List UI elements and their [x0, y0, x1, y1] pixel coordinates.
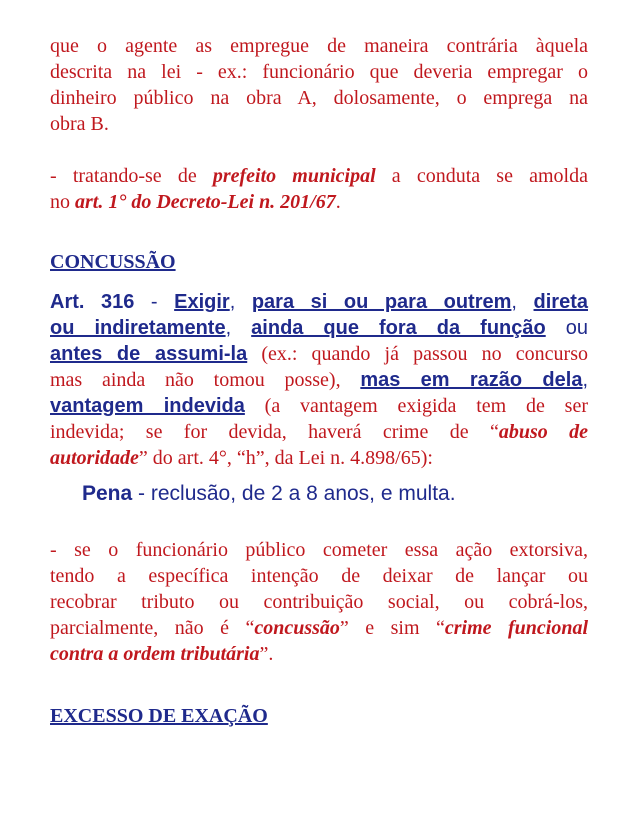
- para2-text: .: [335, 191, 341, 213]
- para2-emphasis: prefeito municipal: [212, 165, 376, 187]
- para3-line2: tendo a específica intenção de deixar de lançar ou: [50, 565, 588, 587]
- art-text: -: [134, 291, 175, 313]
- para3-text: parcialmente, não é “: [50, 617, 255, 639]
- para3-line4: [50, 616, 588, 640]
- art316-line5: [50, 394, 588, 418]
- art-commentary-emphasis: autoridade: [50, 447, 139, 469]
- art-commentary-emphasis: abuso de: [498, 421, 588, 443]
- art-commentary: (a vantagem exigida tem de ser: [244, 395, 588, 417]
- art316-line2: [50, 316, 588, 340]
- para1-line3: dinheiro público na obra A, dolosamente, o emprega na: [50, 87, 588, 109]
- art-text: ,: [582, 369, 589, 391]
- art-commentary: mas ainda não tomou posse),: [50, 369, 361, 391]
- art-keyword: Exigir: [174, 291, 230, 313]
- section-heading-concussao: CONCUSSÃO: [50, 251, 176, 273]
- para1-line2: descrita na lei - ex.: funcionário que deveria empregar o: [50, 61, 588, 83]
- art-text: ou: [545, 317, 588, 339]
- para2-text: - tratando-se de: [50, 165, 213, 187]
- para1-line1: que o agente as empregue de maneira contrária àquela: [50, 35, 588, 57]
- para2-line1: [50, 164, 588, 188]
- art-text: ,: [511, 291, 534, 313]
- para3-text: ” e sim “: [339, 617, 445, 639]
- art316-line6: [50, 420, 588, 444]
- para2-text: a conduta se amolda: [375, 165, 588, 187]
- art-text: ,: [229, 291, 252, 313]
- section-heading-excesso-de-exacao: EXCESSO DE EXAÇÃO: [50, 705, 268, 727]
- art316-line3: [50, 342, 588, 366]
- art-keyword: ainda que fora da função: [251, 317, 546, 339]
- para3-emphasis: concussão: [254, 617, 340, 639]
- para3-line1: - se o funcionário público cometer essa ação extorsiva,: [50, 539, 588, 561]
- para3-emphasis: crime funcional: [444, 617, 589, 639]
- para1-line4: obra B.: [50, 113, 109, 135]
- para3-text: ”.: [259, 643, 274, 665]
- art-keyword: ou indiretamente: [50, 317, 226, 339]
- art316-line1: [50, 290, 588, 314]
- para3-line3: recobrar tributo ou contribuição social, ou cobrá-los,: [50, 591, 588, 613]
- art-keyword: antes de assumi-la: [50, 343, 248, 365]
- art-text: ,: [225, 317, 252, 339]
- para3-line5: [50, 642, 588, 666]
- penalty-text: - reclusão, de 2 a 8 anos, e multa.: [132, 482, 456, 505]
- art-keyword: mas em razão dela: [360, 369, 583, 391]
- art-keyword: direta: [533, 291, 588, 313]
- para3-emphasis: contra a ordem tributária: [50, 643, 260, 665]
- art-commentary: indevida; se for devida, haverá crime de “: [50, 421, 499, 443]
- penalty-line: [82, 482, 588, 506]
- para2-text: no: [50, 191, 75, 213]
- art-keyword: para si ou para outrem: [251, 291, 512, 313]
- art-commentary: (ex.: quando já passou no concurso: [247, 343, 589, 365]
- para2-emphasis: art. 1° do Decreto-Lei n. 201/67: [75, 191, 336, 213]
- art316-line7: [50, 446, 588, 470]
- penalty-label: Pena: [82, 482, 133, 505]
- article-number: Art. 316: [50, 291, 135, 313]
- art316-line4: [50, 368, 588, 392]
- art-commentary: ” do art. 4°, “h”, da Lei n. 4.898/65):: [138, 447, 433, 469]
- art-keyword: vantagem indevida: [50, 395, 245, 417]
- para2-line2: [50, 190, 588, 214]
